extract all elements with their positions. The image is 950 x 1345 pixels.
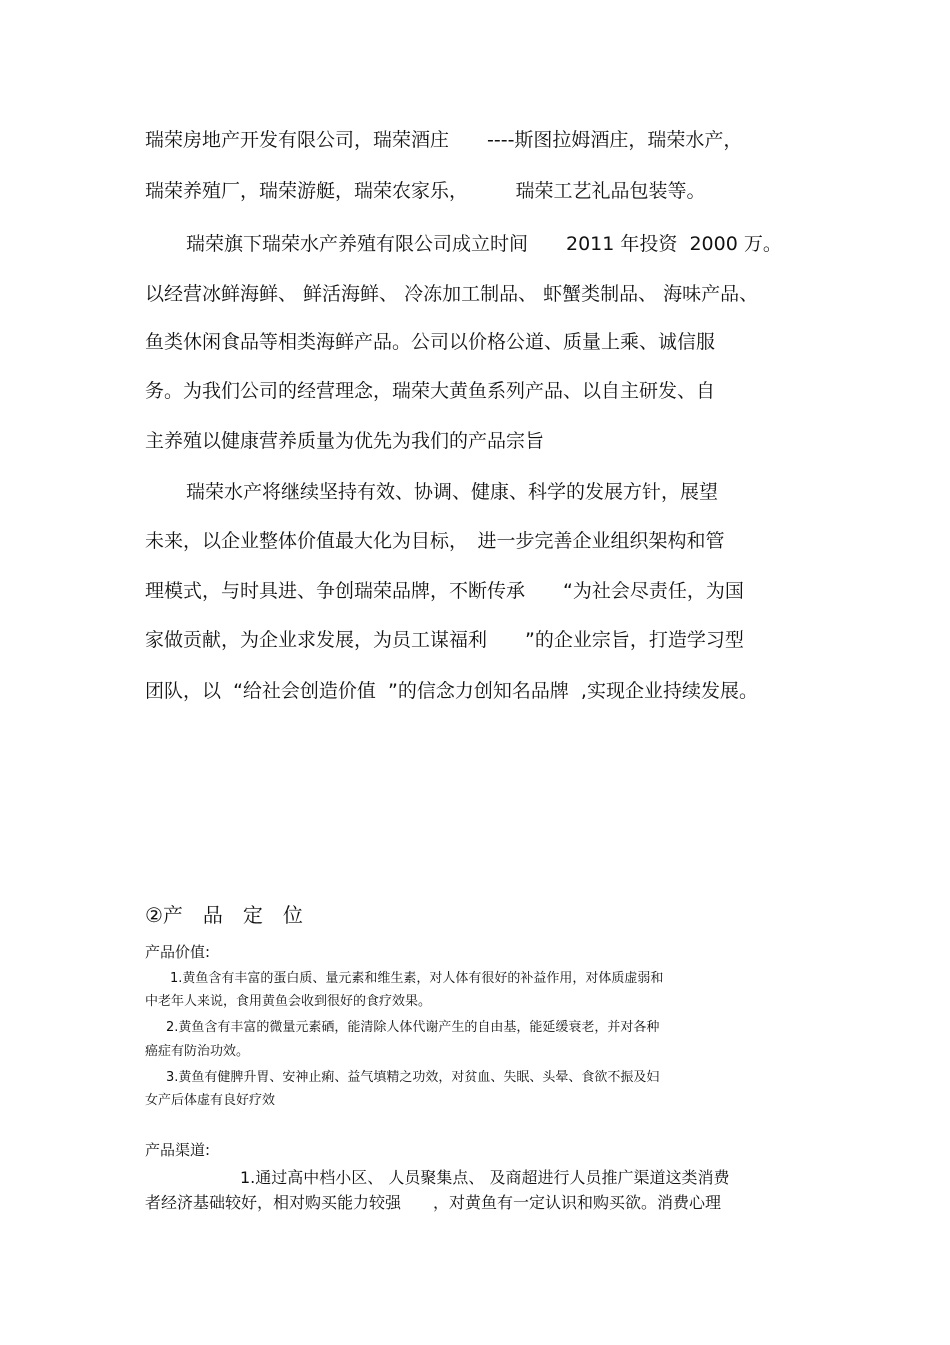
- channel-label: 产品渠道:: [145, 1141, 211, 1159]
- value-item-line: 1.黄鱼含有丰富的蛋白质、量元素和维生素，对人体有很好的补益作用，对体质虚弱和: [170, 971, 664, 986]
- paragraph-line: 未来，以企业整体价值最大化为目标， 进一步完善企业组织架构和管: [145, 530, 725, 552]
- paragraph-line: 瑞荣水产将继续坚持有效、协调、健康、科学的发展方针，展望: [186, 481, 719, 503]
- value-item-line: 中老年人来说，食用黄鱼会收到很好的食疗效果。: [145, 994, 432, 1009]
- paragraph-line: 理模式，与时具进、争创瑞荣品牌，不断传承 “为社会尽责任，为国: [145, 580, 744, 602]
- value-label: 产品价值:: [145, 943, 211, 961]
- paragraph-line: 鱼类休闲食品等相类海鲜产品。公司以价格公道、质量上乘、诚信服: [145, 331, 716, 353]
- paragraph-line: 团队，以 “给社会创造价值 ”的信念力创知名品牌 ,实现企业持续发展。: [145, 680, 758, 702]
- value-item-line: 女产后体虚有良好疗效: [145, 1093, 276, 1108]
- paragraph-line: 务。为我们公司的经营理念，瑞荣大黄鱼系列产品、以自主研发、自: [145, 380, 716, 402]
- paragraph-line: 以经营冰鲜海鲜、 鲜活海鲜、 冷冻加工制品、 虾蟹类制品、 海味产品、: [145, 283, 759, 305]
- paragraph-line: 瑞荣旗下瑞荣水产养殖有限公司成立时间 2011 年投资 2000 万。: [186, 233, 782, 255]
- value-item-line: 癌症有防治功效。: [145, 1044, 250, 1059]
- paragraph-line: 主养殖以健康营养质量为优先为我们的产品宗旨: [145, 430, 545, 452]
- channel-line: 者经济基础较好，相对购买能力较强 ，对黄鱼有一定认识和购买欲。消费心理: [145, 1193, 722, 1212]
- section-heading: ②产 品 定 位: [145, 903, 303, 927]
- channel-line: 1.通过高中档小区、 人员聚集点、 及商超进行人员推广渠道这类消费: [240, 1168, 730, 1187]
- paragraph-line: 家做贡献，为企业求发展，为员工谋福利 ”的企业宗旨，打造学习型: [145, 629, 744, 651]
- value-item-line: 3.黄鱼有健脾升胃、安神止痢、益气填精之功效，对贫血、失眠、头晕、食欲不振及妇: [166, 1070, 660, 1085]
- intro-line: 瑞荣养殖厂，瑞荣游艇，瑞荣农家乐， 瑞荣工艺礼品包装等。: [145, 180, 706, 202]
- intro-line: 瑞荣房地产开发有限公司，瑞荣酒庄 ----斯图拉姆酒庄，瑞荣水产，: [145, 129, 743, 151]
- value-item-line: 2.黄鱼含有丰富的微量元素硒，能清除人体代谢产生的自由基，能延缓衰老，并对各种: [166, 1020, 660, 1035]
